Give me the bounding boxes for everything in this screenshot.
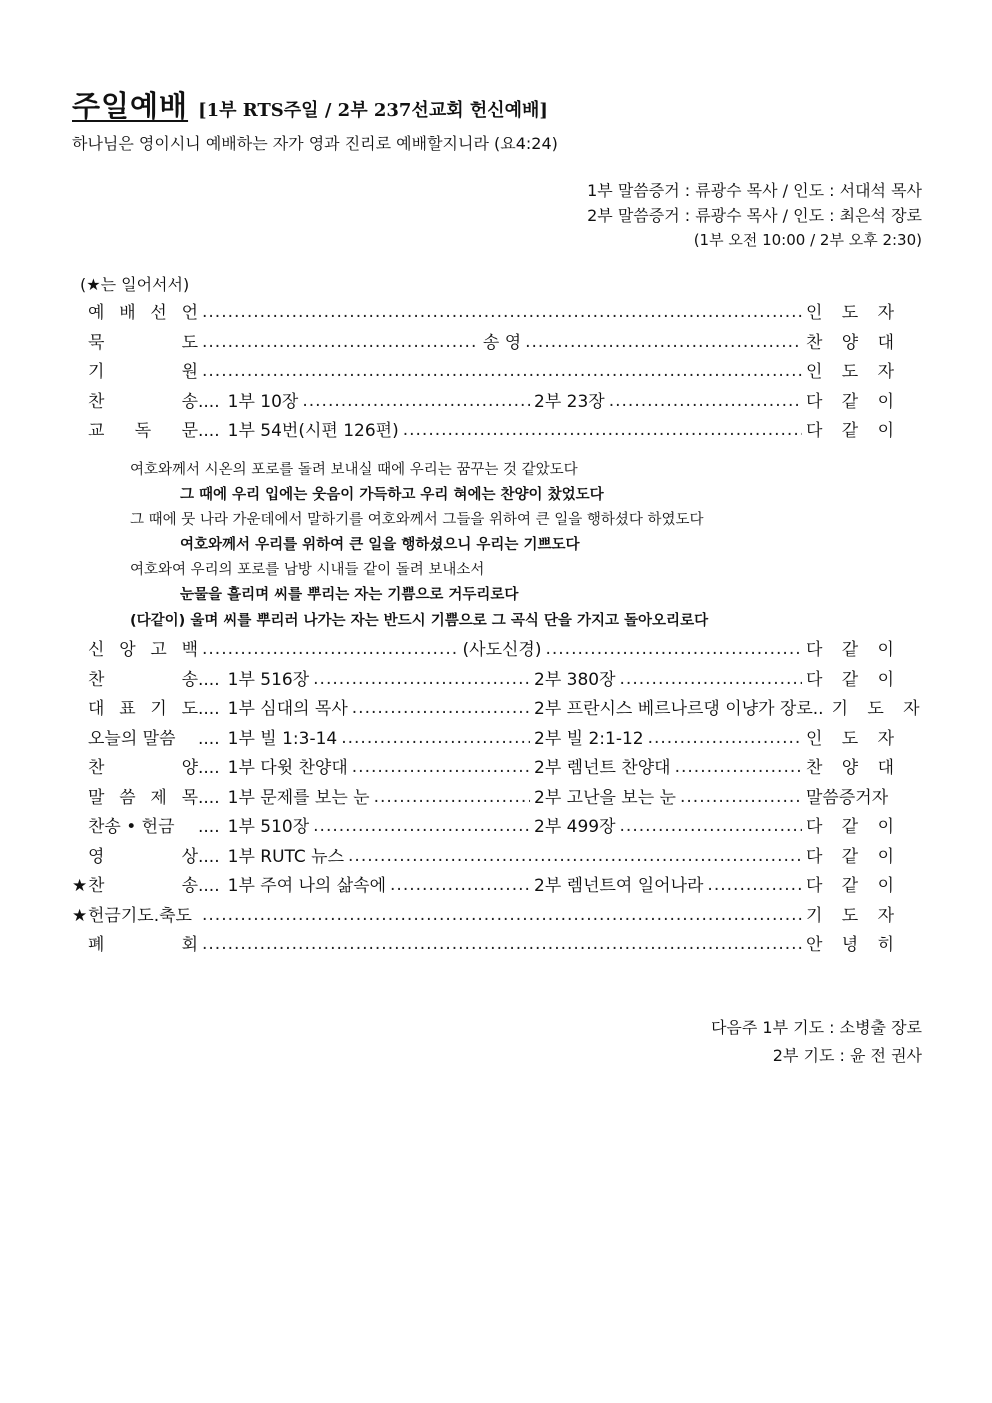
order-label-char: 백: [181, 640, 198, 660]
order-row: [72, 298, 894, 328]
order-leader-char: 다: [805, 640, 823, 660]
order-label-char: 목: [181, 787, 198, 808]
header: [72, 84, 932, 154]
order-label-char: 폐: [88, 935, 105, 955]
order-leader-char: 다: [806, 876, 823, 896]
order-leader-char: 자: [877, 905, 894, 926]
leader-dots: [202, 905, 802, 925]
order-leader-char: 도: [841, 303, 859, 323]
order-label-char: 찬송 • 헌금: [88, 817, 175, 837]
order-leader-char: 기: [806, 905, 823, 926]
order-part2: 2부 빌 2:1-12: [534, 728, 644, 749]
order-part1: 1부 빌 1:3-14: [227, 728, 338, 749]
order-row: [72, 812, 894, 842]
order-leader-char: 이: [877, 421, 894, 441]
leader-dots: [403, 420, 802, 440]
order-row: [72, 694, 920, 724]
order-leader-char: 도: [841, 362, 859, 382]
order-leader-char: 다: [806, 669, 823, 690]
leader-dots: [313, 816, 530, 836]
order-row: [72, 724, 894, 754]
order-part2: 2부 23장: [534, 391, 605, 412]
order-leader-char: 다: [806, 421, 823, 441]
short-dots: ....: [198, 787, 220, 808]
order-leader-char: 도: [841, 728, 859, 749]
order-label-char: 찬: [88, 669, 105, 690]
short-dots: ....: [198, 846, 220, 867]
order-label-char: 찬: [88, 758, 105, 778]
title-line: [72, 84, 932, 125]
order-leader-char: 같: [841, 421, 859, 441]
order-label-char: 기: [88, 362, 105, 382]
short-dots: ....: [198, 421, 220, 441]
leader-dots: [302, 391, 530, 411]
service-time: (1부 오전 10:00 / 2부 오후 2:30): [693, 231, 922, 249]
order-leader-char: 이: [877, 876, 894, 896]
order-label-char: 도: [181, 332, 198, 353]
preacher-line-1: 1부 말씀증거 : 류광수 목사 / 인도 : 서대석 목사: [587, 181, 922, 200]
order-leader: [806, 842, 894, 867]
order-part1: 1부 54번(시편 126편): [227, 421, 399, 441]
service-subtitle: [1부 RTS주일 / 2부 237선교회 헌신예배]: [198, 100, 548, 121]
order-label-char: 양: [181, 758, 198, 778]
order-row: [72, 901, 894, 931]
order-leader-char: 찬: [806, 332, 823, 353]
order-leader: [806, 930, 894, 955]
order-label: [88, 930, 198, 955]
order-leader-char: 도: [867, 699, 884, 719]
leader-dots: [202, 639, 459, 659]
order-part1: 1부 510장: [227, 817, 310, 837]
order-label-char: 신: [88, 640, 105, 660]
order-label: [88, 416, 198, 441]
order-label-char: 앙: [119, 640, 136, 660]
reading-line: 그 때에 뭇 나라 가운데에서 말하기를 여호와께서 그들을 위하여 큰 일을 행하셨다 하였도다: [130, 512, 704, 528]
order-label-char: 묵: [88, 332, 105, 353]
order-leader-char: 이: [877, 640, 894, 660]
order-leader-char: 도: [841, 905, 859, 926]
standing-star-icon: ★: [72, 905, 88, 926]
order-label-char: 예: [88, 303, 105, 323]
order-label-char: 회: [181, 935, 198, 955]
order-leader: [806, 783, 894, 808]
next-week-line-1: 다음주 1부 기도 : 소병출 장로: [710, 1018, 922, 1037]
order-label-char: 고: [150, 640, 167, 660]
order-part1: 1부 주여 나의 삶속에: [227, 876, 387, 896]
leader-dots: [352, 757, 530, 777]
order-row: [72, 635, 894, 665]
order-leader: [806, 416, 894, 441]
order-leader-char: 다: [806, 846, 823, 867]
order-of-service-top: [72, 298, 894, 446]
order-leader-char: 기: [831, 699, 849, 719]
order-label: [88, 694, 198, 719]
leader-dots: [374, 787, 530, 807]
order-label-char: 영: [88, 846, 105, 867]
leader-dots: [675, 757, 802, 777]
order-leader-char: 같: [841, 391, 859, 412]
order-label: [88, 812, 198, 837]
leader-dots: [707, 875, 802, 895]
short-dots: ....: [198, 817, 220, 837]
order-part2: 2부 렘넌트여 일어나라: [534, 876, 704, 896]
order-label-char: 송: [181, 669, 198, 690]
standing-star-icon: ★: [72, 876, 88, 896]
order-label: [88, 783, 198, 808]
order-label-char: 헌금기도.축도: [88, 905, 192, 926]
short-dots: ....: [198, 391, 220, 412]
next-week-prayer: [711, 1014, 922, 1070]
order-leader-char: 같: [841, 817, 859, 837]
page-title: 주일예배: [72, 89, 189, 123]
order-leader-char: 이: [877, 391, 894, 412]
order-leader-char: 같: [841, 669, 859, 690]
leader-dots: [202, 361, 802, 381]
order-leader-char: 자: [877, 728, 894, 749]
order-label-char: 도: [181, 699, 198, 719]
order-leader-char: 같: [841, 846, 859, 867]
order-part1: 1부 문제를 보는 눈: [227, 787, 370, 808]
leader-dots: [525, 332, 802, 352]
order-label: [88, 871, 198, 896]
order-leader-char: 인: [806, 303, 823, 323]
order-label-char: 배: [119, 303, 136, 323]
order-leader-char: 자: [903, 699, 920, 719]
leader-dots: [202, 302, 802, 322]
order-leader: [806, 724, 894, 749]
order-part1: 1부 RUTC 뉴스: [227, 846, 345, 867]
leader-dots: [348, 846, 802, 866]
order-label: [88, 387, 198, 412]
order-leader: [806, 357, 894, 382]
order-label: [88, 665, 198, 690]
order-leader-char: 이: [877, 817, 894, 837]
order-part2: 2부 렘넌트 찬양대: [534, 758, 671, 778]
order-part2: 2부 499장: [534, 817, 616, 837]
order-label-char: 대: [88, 699, 105, 719]
order-leader-char: 양: [841, 758, 859, 778]
scripture-verse: 하나님은 영이시니 예배하는 자가 영과 진리로 예배할지니라 (요4:24): [72, 134, 558, 153]
order-row: [72, 387, 894, 417]
order-label-char: 원: [181, 362, 198, 382]
order-label-char: 언: [181, 303, 198, 323]
order-leader-char: 녕: [841, 935, 859, 955]
leader-dots: [620, 816, 802, 836]
order-leader-char: 대: [877, 758, 894, 778]
leader-dots: [202, 332, 479, 352]
order-part1: 1부 10장: [227, 391, 299, 412]
order-label-char: 문: [181, 421, 198, 441]
order-leader: [806, 298, 894, 323]
order-label-char: 기: [150, 699, 167, 719]
order-leader-char: 말씀증거자: [806, 787, 889, 808]
order-part2: 2부 프란시스 베르나르댕 이냥가 장로..: [534, 699, 824, 719]
order-leader-char: 이: [877, 669, 894, 690]
order-leader-char: 이: [877, 846, 894, 867]
order-label-char: 말: [88, 787, 105, 808]
leader-dots: [313, 669, 530, 689]
order-row: [72, 416, 894, 446]
order-leader-char: 같: [841, 640, 859, 660]
order-part1: 1부 심대의 목사: [227, 699, 348, 719]
order-of-service-bottom: [72, 635, 920, 960]
short-dots: ....: [198, 699, 220, 719]
order-label-char: 씀: [119, 787, 136, 808]
short-dots: ....: [198, 728, 220, 749]
leader-dots: [648, 728, 802, 748]
order-row: [72, 871, 894, 901]
leader-dots: [609, 391, 802, 411]
order-label-char: 선: [150, 303, 167, 323]
order-part2: 2부 고난을 보는 눈: [534, 787, 676, 808]
order-leader-char: 안: [806, 935, 823, 955]
order-label-char: 찬: [88, 876, 105, 896]
order-label-char: 독: [134, 421, 152, 441]
order-leader-char: 같: [841, 876, 859, 896]
order-label-char: 표: [119, 699, 136, 719]
leader-dots: [202, 934, 802, 954]
leader-dots: [620, 669, 802, 689]
order-label: [88, 328, 198, 353]
order-row: [72, 357, 894, 387]
order-label: [88, 842, 198, 867]
order-center-text: (사도신경): [462, 640, 542, 660]
order-leader-char: 찬: [806, 758, 823, 778]
order-label-char: 오늘의 말씀: [88, 728, 176, 749]
order-leader: [806, 665, 894, 690]
leader-dots: [390, 875, 530, 895]
leader-dots: [545, 639, 802, 659]
order-row: [72, 665, 894, 695]
reading-line: (다같이) 울며 씨를 뿌리러 나가는 자는 반드시 기쁨으로 그 곡식 단을 가지고 돌아오리로다: [130, 613, 709, 629]
order-leader-char: 다: [806, 391, 823, 412]
order-leader-char: 다: [806, 817, 823, 837]
order-leader: [806, 635, 894, 660]
order-leader-char: 자: [877, 303, 894, 323]
order-leader-char: 히: [877, 935, 894, 955]
order-row: [72, 842, 894, 872]
next-week-line-2: 2부 기도 : 윤 전 권사: [772, 1046, 922, 1065]
reading-line: 여호와께서 우리를 위하여 큰 일을 행하셨으니 우리는 기쁘도다: [180, 537, 580, 553]
reading-line: 여호와께서 시온의 포로를 돌려 보내실 때에 우리는 꿈꾸는 것 같았도다: [130, 462, 578, 478]
reading-line: 그 때에 우리 입에는 웃음이 가득하고 우리 혀에는 찬양이 찼었도다: [180, 487, 604, 503]
leader-dots: [341, 728, 530, 748]
preacher-line-2: 2부 말씀증거 : 류광수 목사 / 인도 : 최은석 장로: [587, 206, 922, 225]
order-label: [88, 357, 198, 382]
preacher-info: [587, 178, 922, 253]
reading-line: 눈물을 흘리며 씨를 뿌리는 자는 기쁨으로 거두리로다: [180, 587, 519, 603]
order-part1: 1부 516장: [227, 669, 310, 690]
order-label-char: 송: [181, 391, 198, 412]
order-leader-char: 양: [841, 332, 859, 353]
order-label-char: 송: [181, 876, 198, 896]
order-leader: [806, 753, 894, 778]
order-part2: 2부 380장: [534, 669, 616, 690]
order-leader: [806, 871, 894, 896]
order-leader: [806, 387, 894, 412]
order-leader: [806, 901, 894, 926]
order-label: [88, 635, 198, 660]
reading-line: 여호와여 우리의 포로를 남방 시내들 같이 돌려 보내소서: [130, 562, 485, 578]
leader-dots: [680, 787, 802, 807]
order-label-char: 교: [88, 421, 105, 441]
order-leader-char: 자: [877, 362, 894, 382]
order-label-char: 제: [150, 787, 167, 808]
order-part1: 1부 다윗 찬양대: [227, 758, 348, 778]
order-leader-char: 대: [877, 332, 894, 353]
short-dots: ....: [198, 876, 220, 896]
order-center-text: 송 영: [482, 332, 522, 353]
order-row: [72, 930, 894, 960]
leader-dots: [352, 698, 530, 718]
short-dots: ....: [198, 758, 220, 778]
order-label: [88, 298, 198, 323]
order-row: [72, 328, 894, 358]
order-leader: [832, 694, 920, 719]
standing-note: (★는 일어서서): [80, 275, 190, 294]
order-label: [88, 901, 198, 926]
order-leader: [806, 812, 894, 837]
order-label: [88, 724, 198, 749]
short-dots: ....: [198, 669, 220, 690]
order-leader: [806, 328, 894, 353]
order-leader-char: 인: [806, 362, 823, 382]
order-row: [72, 753, 894, 783]
order-row: [72, 783, 894, 813]
order-label: [88, 753, 198, 778]
order-label-char: 찬: [88, 391, 105, 412]
order-label-char: 상: [181, 846, 198, 867]
order-leader-char: 인: [806, 728, 823, 749]
